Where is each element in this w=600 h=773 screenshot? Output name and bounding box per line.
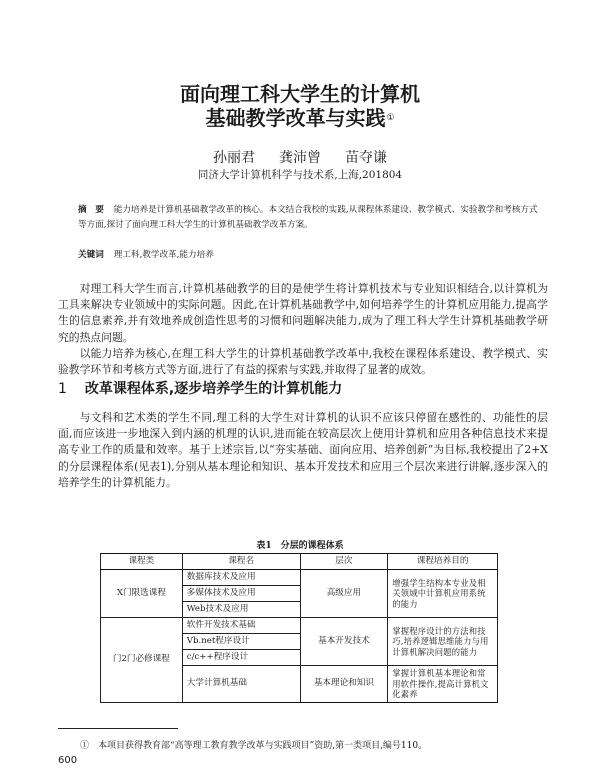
keywords <box>78 248 538 263</box>
table-header-cell: 课程培养目的 <box>388 554 498 570</box>
table-caption: 表1 分层的课程体系 <box>256 541 344 551</box>
course-cell: Vb.net程序设计 <box>182 634 300 650</box>
section1-paragraph: 与文科和艺术类的学生不同,理工科的大学生对计算机的认识不应该只停留在感性的、功能性的层面,而应该进一步地深入到内涵的机理的认识,进而能在较高层次上使用计算机和应用各种信息技术来提高专业工作的质量和效率。基于上述宗旨,以“夯实基础、面向应用、培养创新”为目标,我校提出了2+X的分层课程体系(见表1),分别从基本理论和知识、基本开发技术和应用三个层次来进行讲解,逐步深入的培养学生的计算机能力。 <box>58 411 548 489</box>
course-cell: 多媒体技术及应用 <box>182 586 300 602</box>
category-cell: 门2门必修课程 <box>101 618 183 703</box>
keywords-text: 理工科,教学改革,能力培养 <box>113 250 214 260</box>
section-number: 1 <box>58 381 67 397</box>
course-cell: Web技术及应用 <box>182 602 300 618</box>
course-cell: 大学计算机基础 <box>182 666 300 703</box>
section-title: 改革课程体系,逐步培养学生的计算机能力 <box>84 381 343 397</box>
goal-cell: 掌握程序设计的方法和技巧,培养逻辑思维能力与用计算机解决问题的能力 <box>388 618 498 666</box>
intro-paragraph: 对理工科大学生而言,计算机基础教学的目的是使学生将计算机技术与专业知识相结合,以计算机为工具来解决专业领域中的实际问题。因此,在计算机基础教学中,如何培养学生的计算机应用能力,提高学生的信息素养,并有效地养成创造性思考的习惯和问题解决能力,成为了理工科大学生计算机基础教学研究的热点问题。 <box>58 282 548 344</box>
table-header-row <box>101 554 498 570</box>
intro-paragraph: 以能力培养为核心,在理工科大学生的计算机基础教学改革中,我校在课程体系建设、教学模式、实验教学环节和考核方式等方面,进行了有益的探索与实践,并取得了显著的成效。 <box>58 346 548 377</box>
course-cell: c/c++程序设计 <box>182 650 300 666</box>
level-cell: 基本开发技术 <box>300 618 388 666</box>
author-name: 龚沛曾 <box>279 150 321 166</box>
footnote-rule <box>58 728 178 729</box>
affiliation: 同济大学计算机科学与技术系,上海,201804 <box>197 169 403 181</box>
section1-body <box>58 410 548 491</box>
title-footnote-mark: ① <box>386 113 395 123</box>
abstract-label: 摘 要 <box>78 205 104 215</box>
paper-title-line2: 基础教学改革与实践① <box>205 106 395 130</box>
page-number: 600 <box>58 755 78 766</box>
author-name: 孙丽君 <box>213 150 255 166</box>
level-cell: 基本理论和知识 <box>300 666 388 703</box>
paper-title-line1: 面向理工科大学生的计算机 <box>180 82 420 106</box>
author-name: 苗夺谦 <box>345 150 387 166</box>
course-table <box>100 553 498 703</box>
goal-cell: 掌握计算机基本理论和常用软件操作,提高计算机文化素养 <box>388 666 498 703</box>
table-row <box>101 618 498 634</box>
table-header-cell: 层次 <box>300 554 388 570</box>
course-cell: 软件开发技术基础 <box>182 618 300 634</box>
author-list <box>0 147 600 167</box>
section-heading <box>58 378 342 398</box>
category-cell: X门限选课程 <box>101 570 183 618</box>
course-cell: 数据库技术及应用 <box>182 570 300 586</box>
introduction <box>58 281 548 378</box>
footnote: ① 本项目获得教育部“高等理工教育教学改革与实践项目”资助,第一类项目,编号110。 <box>80 741 428 751</box>
table-row <box>101 570 498 586</box>
table-header-cell: 课程类 <box>101 554 183 570</box>
abstract-text: 能力培养是计算机基础教学改革的核心。本文结合我校的实践,从课程体系建设、教学模式、实验教学和考核方式等方面,探讨了面向理工科大学生的计算机基础教学改革方案。 <box>78 205 538 230</box>
keywords-label: 关键词 <box>78 250 104 260</box>
abstract <box>78 203 538 233</box>
goal-cell: 增强学生结构本专业及相关领域中计算机应用系统的能力 <box>388 570 498 618</box>
table-header-cell: 课程名 <box>182 554 300 570</box>
level-cell: 高级应用 <box>300 570 388 618</box>
